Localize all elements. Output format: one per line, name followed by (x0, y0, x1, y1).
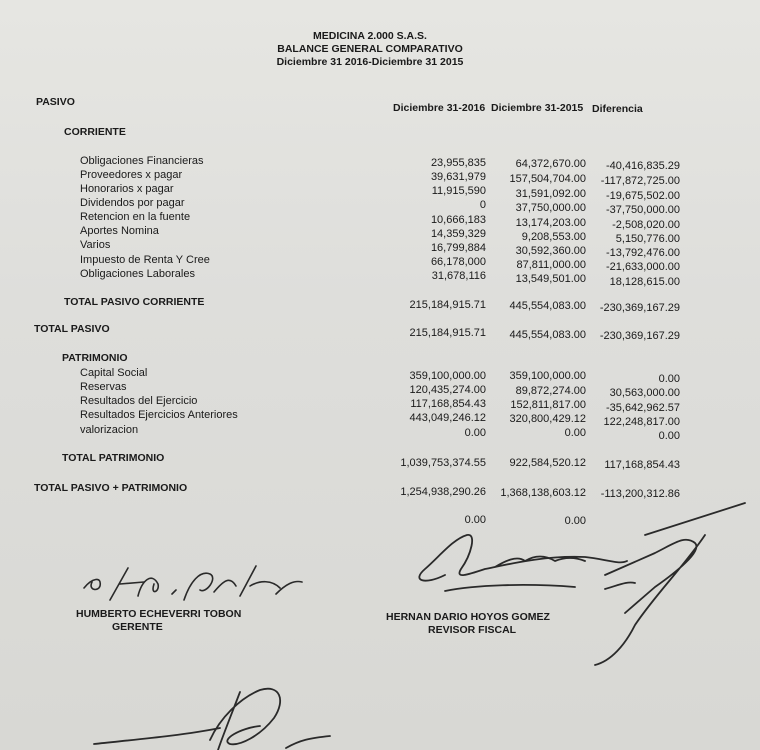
row-value-2015: 157,504,704.00 (509, 173, 586, 185)
total-pasivo-patrimonio-label: TOTAL PASIVO + PATRIMONIO (34, 482, 188, 494)
row-value-2015: 13,549,501.00 (515, 273, 586, 285)
total-pasivo-corriente-label: TOTAL PASIVO CORRIENTE (64, 296, 205, 308)
section-patrimonio: PATRIMONIO (62, 352, 128, 364)
row-label: Reservas (80, 381, 127, 393)
total-pasivo-corriente-2016: 215,184,915.71 (409, 299, 486, 311)
row-value-2015: 31,591,092.00 (515, 188, 586, 200)
total-pasivo-label: TOTAL PASIVO (34, 323, 110, 335)
section-pasivo: PASIVO (36, 96, 75, 108)
row-value-diferencia: -2,508,020.00 (612, 219, 680, 231)
row-label: Capital Social (80, 367, 148, 379)
row-value-diferencia: 5,150,776.00 (615, 233, 680, 245)
row-value-diferencia: 0.00 (658, 373, 680, 385)
total-pasivo-corriente-diferencia: -230,369,167.29 (599, 302, 680, 314)
total-pasivo-2016: 215,184,915.71 (409, 327, 486, 339)
row-label: Varios (80, 239, 111, 251)
row-value-2016: 31,678,116 (431, 270, 486, 282)
row-value-2016: 16,799,884 (430, 242, 486, 254)
row-label: Resultados Ejercicios Anteriores (80, 409, 238, 421)
total-pasivo-diferencia: -230,369,167.29 (599, 330, 680, 342)
row-value-2016: 10,666,183 (430, 214, 486, 226)
report-title: BALANCE GENERAL COMPARATIVO (277, 43, 463, 55)
row-value-diferencia: -40,416,835.29 (605, 160, 680, 172)
row-label: Honorarios x pagar (80, 183, 174, 195)
company-name: MEDICINA 2.000 S.A.S. (313, 30, 427, 42)
report-period: Diciembre 31 2016-Diciembre 31 2015 (276, 56, 464, 68)
row-value-2015: 89,872,274.00 (515, 385, 586, 397)
row-value-2016: 120,435,274.00 (409, 384, 486, 396)
row-value-2016: 66,178,000 (430, 256, 486, 268)
row-value-2016: 11,915,590 (431, 185, 486, 197)
row-label: Impuesto de Renta Y Cree (80, 254, 210, 266)
row-value-diferencia: -117,872,725.00 (600, 175, 680, 187)
row-label: Proveedores x pagar (80, 169, 183, 181)
total-patrimonio-2016: 1,039,753,374.55 (400, 457, 486, 469)
section-corriente: CORRIENTE (64, 126, 126, 138)
total-pasivo-corriente-2015: 445,554,083.00 (509, 300, 586, 312)
row-value-diferencia: -37,750,000.00 (605, 204, 680, 216)
total-patrimonio-label: TOTAL PATRIMONIO (62, 452, 165, 464)
row-value-diferencia: -21,633,000.00 (605, 261, 680, 273)
row-value-diferencia: 122,248,817.00 (603, 416, 680, 428)
row-value-diferencia: 0.00 (658, 430, 680, 442)
column-header-diferencia: Diferencia (592, 103, 643, 115)
check-value-2016: 0.00 (464, 514, 486, 526)
row-value-2015: 359,100,000.00 (509, 370, 586, 382)
total-pasivo-2015: 445,554,083.00 (509, 329, 586, 341)
revisor-name: HERNAN DARIO HOYOS GOMEZ (386, 611, 550, 623)
row-value-2016: 117,168,854.43 (410, 398, 486, 410)
row-value-diferencia: 30,563,000.00 (609, 387, 680, 399)
row-value-2016: 0 (479, 199, 486, 211)
total-patrimonio-2015: 922,584,520.12 (509, 457, 586, 469)
revisor-role: REVISOR FISCAL (428, 624, 517, 636)
row-label: valorizacion (80, 424, 139, 436)
column-header-2015: Diciembre 31-2015 (491, 102, 584, 114)
row-label: Dividendos por pagar (80, 197, 185, 209)
row-value-2015: 13,174,203.00 (515, 217, 586, 229)
total-pasivo-patrimonio-2016: 1,254,938,290.26 (400, 486, 486, 498)
third-signature (90, 678, 350, 750)
row-value-2015: 64,372,670.00 (515, 158, 586, 170)
row-value-2016: 359,100,000.00 (409, 370, 486, 382)
row-value-2015: 30,592,360.00 (515, 245, 586, 257)
column-header-2016: Diciembre 31-2016 (393, 102, 486, 114)
revisor-signature (405, 495, 750, 670)
row-value-diferencia: -35,642,962.57 (605, 402, 680, 414)
total-pasivo-patrimonio-2015: 1,368,138,603.12 (500, 487, 586, 499)
row-label: Aportes Nomina (80, 225, 159, 237)
row-value-2015: 152,811,817.00 (510, 399, 586, 411)
row-value-diferencia: -13,792,476.00 (605, 247, 680, 259)
gerente-role: GERENTE (112, 621, 163, 633)
row-label: Obligaciones Laborales (80, 268, 195, 280)
row-value-2015: 0.00 (564, 427, 586, 439)
row-value-diferencia: 18,128,615.00 (609, 276, 680, 288)
total-patrimonio-diferencia: 117,168,854.43 (604, 459, 680, 471)
row-value-diferencia: -19,675,502.00 (605, 190, 680, 202)
row-label: Obligaciones Financieras (80, 155, 204, 167)
row-value-2016: 443,049,246.12 (409, 412, 486, 424)
row-value-2015: 320,800,429.12 (509, 413, 586, 425)
row-value-2016: 14,359,329 (430, 228, 486, 240)
row-value-2016: 23,955,835 (430, 157, 486, 169)
gerente-name: HUMBERTO ECHEVERRI TOBON (76, 608, 242, 620)
row-label: Retencion en la fuente (80, 211, 191, 223)
row-value-2015: 9,208,553.00 (521, 231, 586, 243)
row-value-2015: 87,811,000.00 (516, 259, 586, 271)
check-value-2015: 0.00 (564, 515, 586, 527)
row-label: Resultados del Ejercicio (80, 395, 198, 407)
row-value-2016: 39,631,979 (430, 171, 486, 183)
row-value-2015: 37,750,000.00 (515, 202, 586, 214)
row-value-2016: 0.00 (464, 427, 486, 439)
total-pasivo-patrimonio-diferencia: -113,200,312.86 (600, 488, 680, 500)
